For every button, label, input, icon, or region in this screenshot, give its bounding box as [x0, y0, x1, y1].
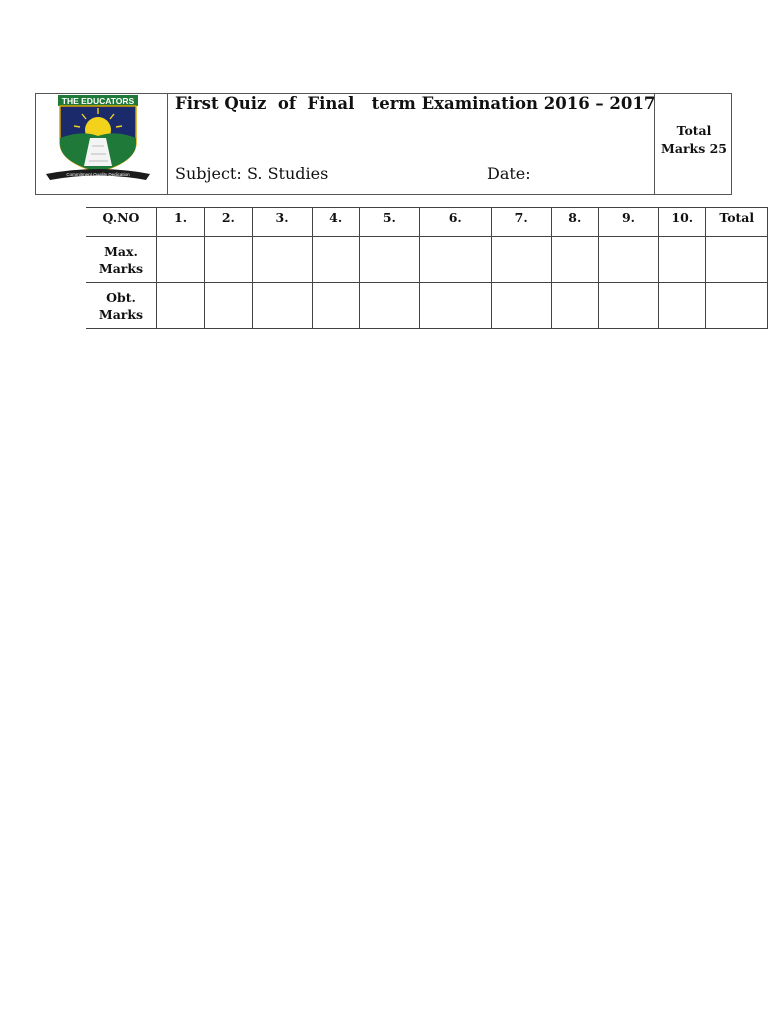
obt-marks-cell[interactable] — [252, 283, 312, 329]
total-marks-line1: Total — [676, 123, 712, 138]
row-label-obt-marks — [86, 283, 156, 329]
total-marks-label — [655, 122, 733, 158]
column-header: 8. — [551, 208, 598, 237]
date-label: Date: — [487, 164, 531, 183]
exam-header-box — [35, 93, 732, 195]
obt-marks-cell[interactable] — [598, 283, 658, 329]
column-header: 9. — [598, 208, 658, 237]
max-marks-cell[interactable] — [659, 237, 706, 283]
column-header: 4. — [312, 208, 359, 237]
table-row — [86, 237, 768, 283]
total-marks-cell — [654, 94, 733, 194]
column-header: Q.NO — [86, 208, 156, 237]
row-label-max-marks — [86, 237, 156, 283]
column-header: 2. — [205, 208, 252, 237]
total-marks-line2: Marks 25 — [661, 141, 727, 156]
row-label-line1: Obt. — [106, 289, 136, 305]
marks-table — [86, 207, 768, 329]
exam-title: First Quiz of Final term Examination 2016 – 2017 — [175, 94, 656, 113]
max-marks-cell[interactable] — [419, 237, 491, 283]
subject-value: S. Studies — [247, 164, 329, 183]
obt-marks-cell[interactable] — [205, 283, 252, 329]
max-marks-cell[interactable] — [359, 237, 419, 283]
max-marks-total-cell[interactable] — [706, 237, 768, 283]
column-header: 7. — [491, 208, 551, 237]
obt-marks-cell[interactable] — [491, 283, 551, 329]
logo-cell — [36, 94, 168, 194]
column-header: Total — [706, 208, 768, 237]
school-logo — [42, 94, 156, 182]
obt-marks-cell[interactable] — [156, 283, 204, 329]
obt-marks-cell[interactable] — [359, 283, 419, 329]
obt-marks-cell[interactable] — [659, 283, 706, 329]
column-header: 3. — [252, 208, 312, 237]
column-header: 10. — [659, 208, 706, 237]
obt-marks-cell[interactable] — [551, 283, 598, 329]
row-label-line2: Marks — [98, 260, 144, 276]
max-marks-cell[interactable] — [252, 237, 312, 283]
logo-banner-text: THE EDUCATORS — [61, 96, 135, 106]
row-label-line1: Max. — [104, 243, 138, 259]
max-marks-cell[interactable] — [156, 237, 204, 283]
column-header: 5. — [359, 208, 419, 237]
max-marks-cell[interactable] — [205, 237, 252, 283]
max-marks-cell[interactable] — [491, 237, 551, 283]
subject-label: Subject: — [175, 164, 252, 183]
column-header: 6. — [419, 208, 491, 237]
obt-marks-cell[interactable] — [419, 283, 491, 329]
obt-marks-total-cell[interactable] — [706, 283, 768, 329]
obt-marks-cell[interactable] — [312, 283, 359, 329]
row-label-line2: Marks — [98, 306, 144, 322]
max-marks-cell[interactable] — [312, 237, 359, 283]
max-marks-cell[interactable] — [551, 237, 598, 283]
table-row — [86, 283, 768, 329]
table-header-row — [86, 208, 768, 237]
column-header: 1. — [156, 208, 204, 237]
max-marks-cell[interactable] — [598, 237, 658, 283]
logo-ribbon-text: Commitment Quality Dedication — [66, 172, 130, 177]
